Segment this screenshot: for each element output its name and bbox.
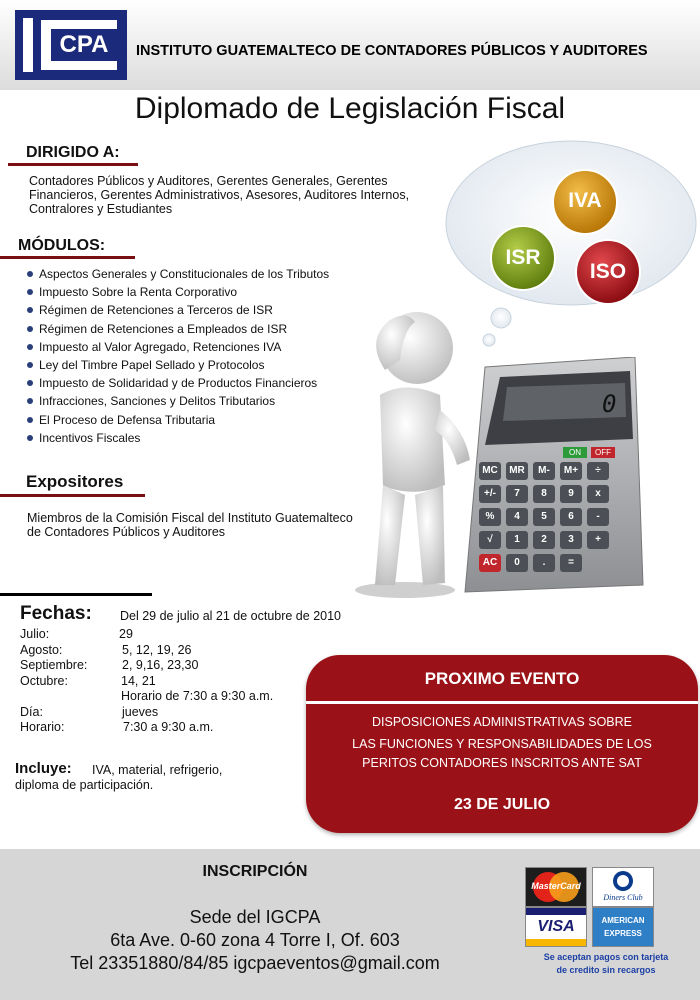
calculator-key: 8 (533, 485, 555, 503)
footer-line: 6ta Ave. 0-60 zona 4 Torre I, Of. 603 (110, 930, 400, 950)
bullet-icon (27, 435, 33, 441)
page-title: Diplomado de Legislación Fiscal (134, 92, 566, 125)
evento-line: DISPOSICIONES ADMINISTRATIVAS SOBRE (371, 715, 632, 729)
bullet-icon (27, 362, 33, 368)
calculator-key: 3 (560, 531, 582, 549)
calculator-display: 0 (602, 390, 617, 418)
fechas-value: Horario de 7:30 a 9:30 a.m. (121, 689, 274, 703)
expositores-line: Miembros de la Comisión Fiscal del Instituto Guatemalteco (27, 511, 353, 525)
footer-band (0, 849, 700, 1000)
modulos-underline (0, 256, 135, 259)
calculator-key: 2 (533, 531, 555, 549)
isr-bubble-label: ISR (505, 246, 541, 269)
dirigido-underline (8, 163, 138, 166)
calculator-keypad (479, 462, 613, 576)
bullet-icon (27, 271, 33, 277)
fechas-value: 5, 12, 19, 26 (122, 643, 192, 657)
calculator-key: x (587, 485, 609, 503)
calculator-key: MR (506, 462, 528, 480)
bullet-icon (27, 344, 33, 350)
calculator-key: - (587, 508, 609, 526)
diners-club-icon: Diners Club (592, 867, 654, 907)
evento-divider (306, 701, 698, 704)
calculator-on-key: ON (563, 447, 587, 458)
fechas-divider (0, 593, 152, 596)
mastercard-icon: MasterCard (525, 867, 587, 907)
evento-date: 23 DE JULIO (453, 796, 551, 813)
list-item: Régimen de Retenciones a Empleados de ISR (27, 320, 329, 338)
svg-text:CPA: CPA (59, 31, 109, 58)
fechas-value: 7:30 a 9:30 a.m. (123, 720, 214, 734)
calculator-key: 7 (506, 485, 528, 503)
igcpa-logo (15, 10, 127, 80)
calculator-key: 0 (506, 554, 528, 572)
iso-bubble-label: ISO (589, 260, 627, 283)
expositores-heading: Expositores (26, 472, 124, 491)
bullet-icon (27, 398, 33, 404)
fechas-label: Horario: (20, 720, 65, 734)
list-item: Aspectos Generales y Constitucionales de los Tributos (27, 265, 329, 283)
evento-line: LAS FUNCIONES Y RESPONSABILIDADES DE LOS (352, 737, 652, 751)
list-item: El Proceso de Defensa Tributaria (27, 411, 329, 429)
list-item: Impuesto de Solidaridad y de Productos Financieros (27, 374, 329, 392)
proximo-evento-panel (306, 655, 698, 833)
calculator-key: MC (479, 462, 501, 480)
incluye-line: diploma de participación. (15, 778, 154, 792)
dirigido-line: Contadores Públicos y Auditores, Gerentes Generales, Gerentes (29, 174, 388, 188)
calculator-key: 1 (506, 531, 528, 549)
calculator-key: % (479, 508, 501, 526)
thought-bubble (443, 138, 698, 348)
fechas-range: Del 29 de julio al 21 de octubre de 2010 (120, 609, 341, 623)
bullet-icon (27, 307, 33, 313)
modulos-list (27, 265, 329, 447)
list-item: Incentivos Fiscales (27, 429, 329, 447)
bullet-icon (27, 417, 33, 423)
calculator-key: +/- (479, 485, 501, 503)
calculator-off-key: OFF (591, 447, 615, 458)
fechas-value: 14, 21 (121, 674, 156, 688)
fechas-value: 2, 9,16, 23,30 (122, 658, 199, 672)
inscripcion-heading: INSCRIPCIÓN (202, 863, 308, 880)
expositores-line: de Contadores Públicos y Auditores (27, 525, 226, 539)
list-item: Ley del Timbre Papel Sellado y Protocolos (27, 356, 329, 374)
bullet-icon (27, 326, 33, 332)
fechas-label: Agosto: (20, 643, 63, 657)
fechas-label: Julio: (20, 627, 50, 641)
fechas-value: 29 (119, 627, 133, 641)
footer-contact: Tel 23351880/84/85 igcpaeventos@gmail.com (70, 953, 440, 973)
calculator-key: = (560, 554, 582, 572)
evento-line: PERITOS CONTADORES INSCRITOS ANTE SAT (362, 756, 642, 770)
calculator-key: M+ (560, 462, 582, 480)
organization-name: INSTITUTO GUATEMALTECO DE CONTADORES PÚBLICOS Y AUDITORES (136, 43, 648, 59)
expositores-text (27, 511, 353, 539)
calculator-key: . (533, 554, 555, 572)
expositores-underline (0, 494, 145, 497)
list-item: Infracciones, Sanciones y Delitos Tributarios (27, 392, 329, 410)
calculator-key: 6 (560, 508, 582, 526)
card-note-line: Se aceptan pagos con tarjeta (543, 952, 669, 962)
fechas-value: jueves (122, 705, 159, 719)
list-item: Impuesto Sobre la Renta Corporativo (27, 283, 329, 301)
card-note-line: de credito sin recargos (556, 965, 656, 975)
calculator-key: ÷ (587, 462, 609, 480)
calculator-key: 4 (506, 508, 528, 526)
calculator-key: 9 (560, 485, 582, 503)
modulos-heading: MÓDULOS: (18, 237, 106, 254)
calculator-key: √ (479, 531, 501, 549)
american-express-icon: AMERICAN EXPRESS (592, 907, 654, 947)
dirigido-line: Financieros, Gerentes Administrativos, Asesores, Auditores Internos, (29, 188, 410, 202)
bullet-icon (27, 380, 33, 386)
incluye-line: IVA, material, refrigerio, (92, 763, 223, 777)
fechas-label: Septiembre: (20, 658, 88, 672)
evento-title: PROXIMO EVENTO (424, 669, 580, 688)
dirigido-heading: DIRIGIDO A: (26, 144, 120, 161)
calculator-key: M- (533, 462, 555, 480)
calculator-key: AC (479, 554, 501, 572)
fechas-label: Octubre: (20, 674, 68, 688)
footer-line: Sede del IGCPA (189, 907, 321, 927)
dirigido-line: Contralores y Estudiantes (29, 202, 173, 216)
incluye-heading: Incluye: (15, 760, 72, 777)
fechas-label: Día: (20, 705, 43, 719)
calculator-key: 5 (533, 508, 555, 526)
fechas-heading: Fechas: (20, 603, 92, 624)
iva-bubble-label: IVA (568, 189, 602, 212)
calculator-key: + (587, 531, 609, 549)
visa-icon: VISA (525, 907, 587, 947)
bullet-icon (27, 289, 33, 295)
dirigido-text (29, 174, 449, 216)
list-item: Régimen de Retenciones a Terceros de ISR (27, 301, 329, 319)
list-item: Impuesto al Valor Agregado, Retenciones IVA (27, 338, 329, 356)
